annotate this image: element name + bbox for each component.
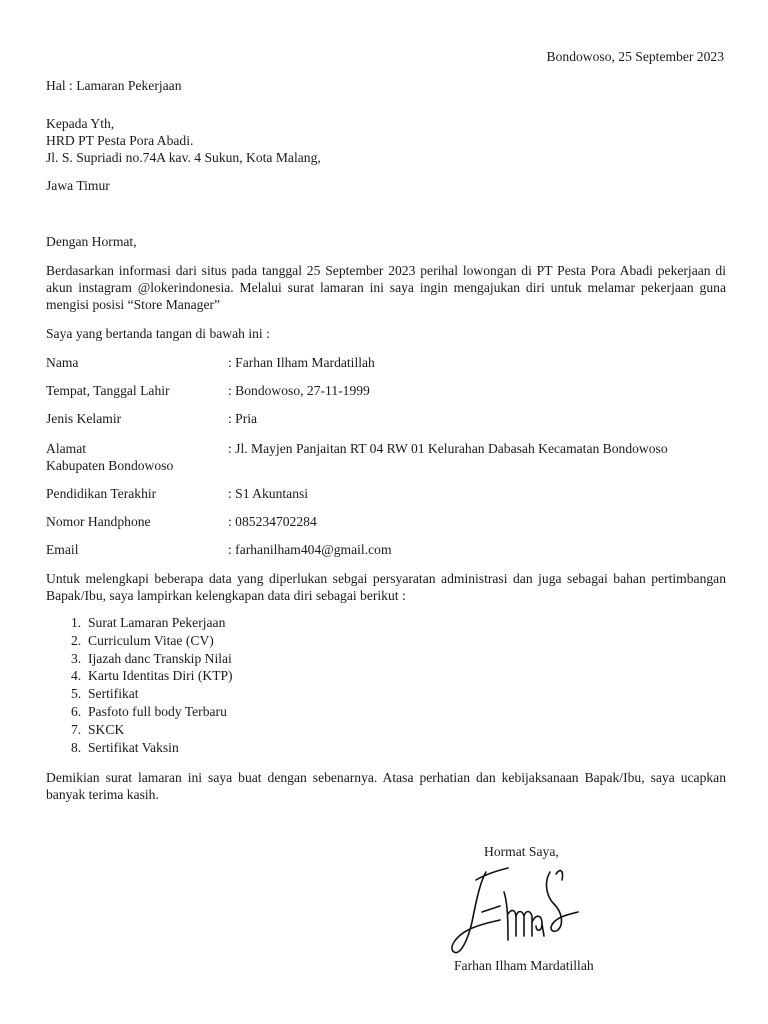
list-number: 5.: [71, 686, 82, 702]
list-text: Pasfoto full body Terbaru: [88, 703, 227, 719]
field-label: Tempat, Tanggal Lahir: [46, 383, 170, 398]
field-label: Email: [46, 542, 79, 557]
recipient-block: [46, 115, 726, 166]
undersigned-line: Saya yang bertanda tangan di bawah ini :: [46, 326, 270, 341]
list-item: [46, 703, 726, 721]
greeting: Dengan Hormat,: [46, 234, 137, 249]
field-value: : Farhan Ilham Mardatillah: [228, 355, 375, 370]
signature-image: [446, 852, 586, 967]
field-value: : Pria: [228, 411, 258, 426]
attachments-list: [46, 614, 726, 756]
list-item: [46, 667, 726, 685]
recipient-line-4: Jawa Timur: [46, 178, 110, 193]
subject-line: Hal : Lamaran Pekerjaan: [46, 78, 182, 93]
field-value: : S1 Akuntansi: [228, 486, 309, 501]
list-item: [46, 632, 726, 650]
field-label: Nama: [46, 355, 79, 370]
list-text: Sertifikat: [88, 686, 139, 702]
field-value: : Jl. Mayjen Panjaitan RT 04 RW 01 Kelurahan Dabasah Kecamatan Bondowoso: [228, 441, 668, 456]
field-label: Pendidikan Terakhir: [46, 486, 157, 501]
list-item: [46, 650, 726, 668]
list-number: 7.: [71, 721, 82, 737]
list-number: 6.: [71, 703, 82, 719]
field-label: Jenis Kelamir: [46, 411, 122, 426]
list-text: Curriculum Vitae (CV): [88, 632, 214, 648]
list-number: 1.: [71, 615, 82, 630]
attachments-intro: Untuk melengkapi beberapa data yang diperlukan sebgai persyaratan administrasi dan juga sebagai bahan pertimbangan Bapak/Ibu, saya lampirkan kelengkapan data diri sebagai berikut :: [46, 571, 726, 603]
field-value: : 085234702284: [228, 514, 317, 529]
signer-name: Farhan Ilham Mardatillah: [454, 958, 594, 973]
place-date: Bondowoso, 25 September 2023: [546, 49, 724, 64]
list-item: [46, 721, 726, 739]
list-item: [46, 685, 726, 703]
list-text: Surat Lamaran Pekerjaan: [88, 615, 226, 630]
intro-paragraph: Berdasarkan informasi dari situs pada tanggal 25 September 2023 perihal lowongan di PT Pesta Pora Abadi pekerjaan di akun instagram @lokerindonesia. Melalui surat lamaran ini saya ingin mengajukan diri untuk melamar pekerjaan guna mengisi posisi “Store Manager”: [46, 263, 726, 312]
field-label: Alamat: [46, 441, 87, 456]
list-text: Ijazah danc Transkip Nilai: [88, 650, 232, 666]
field-value: : farhanilham404@gmail.com: [228, 542, 392, 557]
recipient-line-1: Kepada Yth,: [46, 116, 115, 131]
list-number: 2.: [71, 632, 82, 648]
field-label: Nomor Handphone: [46, 514, 151, 529]
list-number: 3.: [71, 650, 82, 666]
recipient-line-3: Jl. S. Supriadi no.74A kav. 4 Sukun, Kota Malang,: [46, 150, 321, 165]
list-text: Kartu Identitas Diri (KTP): [88, 668, 233, 684]
recipient-line-2: HRD PT Pesta Pora Abadi.: [46, 133, 194, 148]
field-value-continued: Kabupaten Bondowoso: [46, 458, 174, 473]
list-text: Sertifikat Vaksin: [88, 739, 179, 755]
list-text: SKCK: [88, 721, 125, 737]
field-value: : Bondowoso, 27-11-1999: [228, 383, 370, 398]
closing-paragraph: Demikian surat lamaran ini saya buat dengan sebenarnya. Atasa perhatian dan kebijaksanaan Bapak/Ibu, saya ucapkan banyak terima kasih.: [46, 770, 726, 802]
list-number: 4.: [71, 668, 82, 684]
list-item: [46, 614, 726, 632]
list-item: [46, 739, 726, 757]
list-number: 8.: [71, 739, 82, 755]
closing-salutation: Hormat Saya,: [484, 844, 559, 859]
